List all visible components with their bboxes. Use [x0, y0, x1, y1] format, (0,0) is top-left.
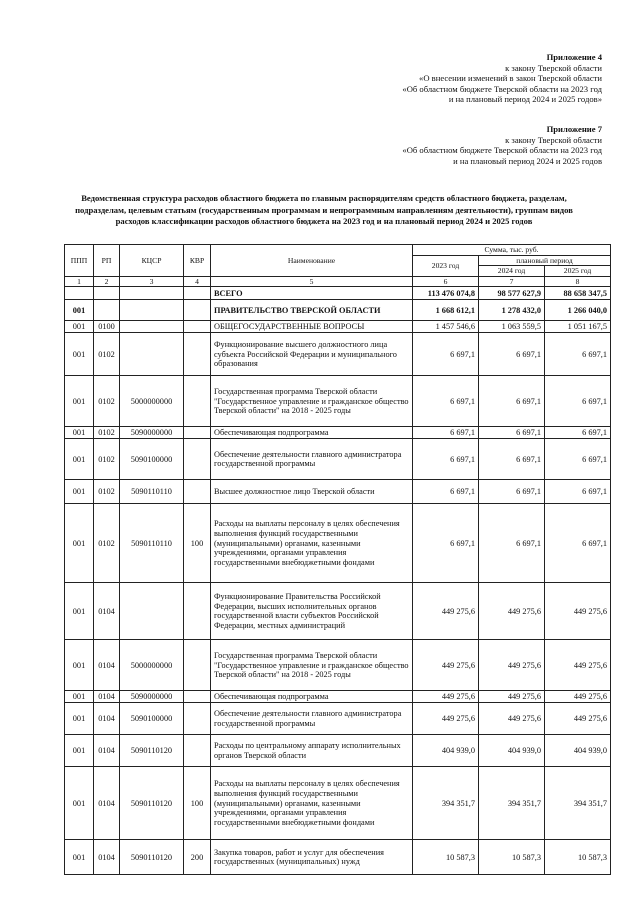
cell-2025: 404 939,0 [545, 735, 611, 767]
cell-kvr [184, 321, 211, 333]
cell-rp: 0100 [94, 321, 120, 333]
cell-2023: 6 697,1 [413, 427, 479, 439]
cell-kvr [184, 333, 211, 376]
cell-2024: 1 063 559,5 [479, 321, 545, 333]
cell-kvr [184, 427, 211, 439]
table-row [65, 840, 611, 875]
index-cell: 5 [211, 276, 413, 287]
header-name: Наименование [211, 245, 413, 277]
table-row [65, 376, 611, 427]
cell-rp [94, 300, 120, 321]
cell-2024: 394 351,7 [479, 767, 545, 840]
total-label: ВСЕГО [211, 287, 413, 300]
cell-kcsr: 5090100000 [120, 703, 184, 735]
cell-kvr [184, 300, 211, 321]
header-2025: 2025 год [545, 266, 611, 277]
cell-name: Функционирование высшего должностного лица субъекта Российской Федерации и муниципального образования [211, 333, 413, 376]
table-row [65, 691, 611, 703]
cell-kcsr: 5090110120 [120, 767, 184, 840]
appendix-7-title: Приложение 7 [546, 124, 602, 134]
cell-rp: 0104 [94, 640, 120, 691]
cell-ppp: 001 [65, 640, 94, 691]
table-row [65, 640, 611, 691]
cell-kcsr [120, 321, 184, 333]
cell-2024: 1 278 432,0 [479, 300, 545, 321]
cell-name: Закупка товаров, работ и услуг для обеспечения государственных (муниципальных) нужд [211, 840, 413, 875]
cell-rp: 0102 [94, 333, 120, 376]
appendix-4-line: и на плановый период 2024 и 2025 годов» [448, 94, 602, 104]
cell-kcsr: 5090110110 [120, 480, 184, 504]
cell-ppp: 001 [65, 583, 94, 640]
appendix-4-title: Приложение 4 [546, 52, 602, 62]
cell-name: Функционирование Правительства Российской Федерации, высших исполнительных органов государственной власти субъектов Российской Федерации, местных администраций [211, 583, 413, 640]
cell-name: ПРАВИТЕЛЬСТВО ТВЕРСКОЙ ОБЛАСТИ [211, 300, 413, 321]
cell-2024: 449 275,6 [479, 640, 545, 691]
cell-kvr: 100 [184, 504, 211, 583]
cell-ppp: 001 [65, 504, 94, 583]
cell-name: Обеспечивающая подпрограмма [211, 691, 413, 703]
cell-kcsr: 5090110120 [120, 840, 184, 875]
cell-name: Государственная программа Тверской области "Государственное управление и гражданское общество Тверской области" на 2018 - 2025 годы [211, 376, 413, 427]
cell-2025: 6 697,1 [545, 480, 611, 504]
cell-2025: 394 351,7 [545, 767, 611, 840]
cell-2025: 449 275,6 [545, 691, 611, 703]
cell-rp: 0104 [94, 735, 120, 767]
cell-rp: 0104 [94, 840, 120, 875]
cell-name: Обеспечение деятельности главного администратора государственной программы [211, 703, 413, 735]
appendix-4-line: к закону Тверской области [505, 62, 602, 73]
total-2025: 88 658 347,5 [545, 287, 611, 300]
table-row [65, 504, 611, 583]
cell-rp: 0102 [94, 376, 120, 427]
cell-rp: 0104 [94, 583, 120, 640]
cell-name: Обеспечивающая подпрограмма [211, 427, 413, 439]
cell-ppp: 001 [65, 333, 94, 376]
header-kcsr: КЦСР [120, 245, 184, 277]
appendix-4-header [402, 52, 602, 105]
cell-ppp: 001 [65, 439, 94, 480]
cell-2025: 449 275,6 [545, 640, 611, 691]
index-cell: 1 [65, 276, 94, 287]
cell-rp: 0104 [94, 691, 120, 703]
cell-rp: 0102 [94, 480, 120, 504]
cell-2025: 6 697,1 [545, 504, 611, 583]
cell-name: Расходы на выплаты персоналу в целях обеспечения выполнения функций государственными (муниципальными) органами, казенными учреждениями, органами управления государственными внебюджетными фондами [211, 767, 413, 840]
index-cell: 4 [184, 276, 211, 287]
cell-ppp: 001 [65, 691, 94, 703]
cell-ppp: 001 [65, 735, 94, 767]
cell-ppp: 001 [65, 767, 94, 840]
cell-name: Обеспечение деятельности главного администратора государственной программы [211, 439, 413, 480]
document-title-line: подразделам, целевым статьям (государственным программам и непрограммным направлениям деятельности), группам видов [75, 204, 573, 215]
cell-kcsr: 5090110110 [120, 504, 184, 583]
index-cell: 3 [120, 276, 184, 287]
table-row [65, 767, 611, 840]
cell-2025: 1 051 167,5 [545, 321, 611, 333]
cell-2024: 449 275,6 [479, 703, 545, 735]
cell-2023: 394 351,7 [413, 767, 479, 840]
table-row [65, 333, 611, 376]
cell-2025: 6 697,1 [545, 333, 611, 376]
cell-kcsr: 5000000000 [120, 640, 184, 691]
cell-2023: 449 275,6 [413, 640, 479, 691]
header-rp: РП [94, 245, 120, 277]
cell-2023: 6 697,1 [413, 439, 479, 480]
total-2023: 113 476 074,8 [413, 287, 479, 300]
cell-2023: 404 939,0 [413, 735, 479, 767]
cell-2023: 6 697,1 [413, 480, 479, 504]
total-row [65, 287, 611, 300]
cell-kvr [184, 376, 211, 427]
cell-kcsr: 5090000000 [120, 691, 184, 703]
index-row [65, 276, 611, 287]
cell-2024: 10 587,3 [479, 840, 545, 875]
cell-kvr [184, 583, 211, 640]
appendix-7-line: и на плановый период 2024 и 2025 годов [453, 155, 602, 166]
cell-2024: 404 939,0 [479, 735, 545, 767]
cell-2023: 1 668 612,1 [413, 300, 479, 321]
cell-kvr [184, 439, 211, 480]
cell-2023: 449 275,6 [413, 703, 479, 735]
table-row [65, 427, 611, 439]
cell-2023: 1 457 546,6 [413, 321, 479, 333]
appendix-4-line: «О внесении изменений в закон Тверской области [419, 73, 602, 83]
cell-kvr [184, 480, 211, 504]
cell-name: Расходы на выплаты персоналу в целях обеспечения выполнения функций государственными (муниципальными) органами, казенными учреждениями, органами управления государственными внебюджетными фондами [211, 504, 413, 583]
index-cell: 2 [94, 276, 120, 287]
cell-2025: 1 266 040,0 [545, 300, 611, 321]
cell-ppp: 001 [65, 427, 94, 439]
cell-rp: 0104 [94, 703, 120, 735]
cell-2023: 449 275,6 [413, 583, 479, 640]
cell-ppp: 001 [65, 321, 94, 333]
appendix-7-header [402, 124, 602, 166]
cell-ppp: 001 [65, 480, 94, 504]
cell-name: Расходы по центральному аппарату исполнительных органов Тверской области [211, 735, 413, 767]
cell-2025: 449 275,6 [545, 703, 611, 735]
table-row [65, 439, 611, 480]
cell-kvr [184, 735, 211, 767]
cell-2025: 10 587,3 [545, 840, 611, 875]
cell-ppp: 001 [65, 703, 94, 735]
cell-kcsr: 5090100000 [120, 439, 184, 480]
cell-kvr [184, 703, 211, 735]
header-2023: 2023 год [413, 255, 479, 276]
table-row [65, 583, 611, 640]
document-title [44, 193, 604, 228]
table-row [65, 480, 611, 504]
cell-2023: 10 587,3 [413, 840, 479, 875]
cell-kcsr [120, 333, 184, 376]
cell-ppp: 001 [65, 840, 94, 875]
cell-2024: 6 697,1 [479, 376, 545, 427]
cell-rp: 0102 [94, 427, 120, 439]
cell-2024: 6 697,1 [479, 504, 545, 583]
cell-name: ОБЩЕГОСУДАРСТВЕННЫЕ ВОПРОСЫ [211, 321, 413, 333]
cell-2023: 6 697,1 [413, 333, 479, 376]
cell-ppp: 001 [65, 300, 94, 321]
cell-name: Высшее должностное лицо Тверской области [211, 480, 413, 504]
cell-rp: 0102 [94, 439, 120, 480]
cell-kvr [184, 640, 211, 691]
cell-ppp: 001 [65, 376, 94, 427]
cell-2024: 6 697,1 [479, 480, 545, 504]
cell-kcsr [120, 583, 184, 640]
cell-2025: 6 697,1 [545, 439, 611, 480]
cell-rp: 0102 [94, 504, 120, 583]
appendix-7-line: к закону Тверской области [505, 134, 602, 145]
cell-kvr: 200 [184, 840, 211, 875]
header-ppp: ППП [65, 245, 94, 277]
table-row [65, 703, 611, 735]
cell-2024: 6 697,1 [479, 427, 545, 439]
cell-rp: 0104 [94, 767, 120, 840]
cell-kvr [184, 691, 211, 703]
cell-kvr: 100 [184, 767, 211, 840]
cell-2023: 6 697,1 [413, 376, 479, 427]
header-kvr: КВР [184, 245, 211, 277]
appendix-4-line: «Об областном бюджете Тверской области на 2023 год [402, 83, 602, 94]
cell-2024: 449 275,6 [479, 691, 545, 703]
cell-2023: 6 697,1 [413, 504, 479, 583]
table-row [65, 300, 611, 321]
header-sum: Сумма, тыс. руб. [413, 245, 611, 256]
cell-kcsr: 5000000000 [120, 376, 184, 427]
document-title-line: Ведомственная структура расходов областного бюджета по главным распорядителям средств областного бюджета, разделам, [81, 193, 567, 203]
table-row [65, 321, 611, 333]
cell-2025: 6 697,1 [545, 427, 611, 439]
header-row [65, 245, 611, 256]
cell-2023: 449 275,6 [413, 691, 479, 703]
budget-table [64, 244, 611, 875]
header-2024: 2024 год [479, 266, 545, 277]
cell-kcsr: 5090000000 [120, 427, 184, 439]
index-cell: 6 [413, 276, 479, 287]
document-title-line: расходов классификации расходов областного бюджета на 2023 год и на плановый период 2024 и 2025 годов [115, 216, 533, 226]
index-cell: 8 [545, 276, 611, 287]
total-2024: 98 577 627,9 [479, 287, 545, 300]
cell-2024: 449 275,6 [479, 583, 545, 640]
cell-2025: 449 275,6 [545, 583, 611, 640]
cell-kcsr [120, 300, 184, 321]
cell-2025: 6 697,1 [545, 376, 611, 427]
appendix-7-line: «Об областном бюджете Тверской области на 2023 год [402, 145, 602, 155]
header-planned: плановый период [479, 255, 611, 266]
cell-kcsr: 5090110120 [120, 735, 184, 767]
table-row [65, 735, 611, 767]
cell-2024: 6 697,1 [479, 439, 545, 480]
cell-2024: 6 697,1 [479, 333, 545, 376]
index-cell: 7 [479, 276, 545, 287]
cell-name: Государственная программа Тверской области "Государственное управление и гражданское общество Тверской области" на 2018 - 2025 годы [211, 640, 413, 691]
